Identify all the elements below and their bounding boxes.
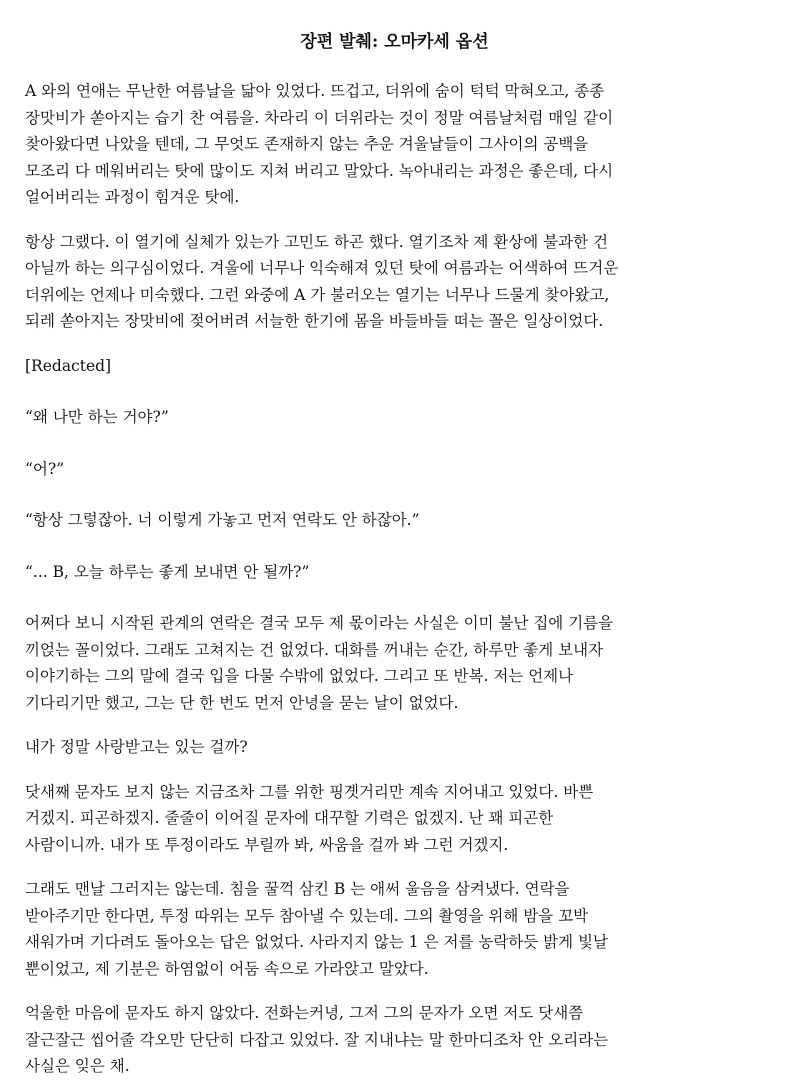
text-line: 아닐까 하는 의구심이었다. 겨울에 너무나 익숙해져 있던 탓에 여름과는 어색하여 뜨거운 xyxy=(25,259,619,277)
text-line: 더위에는 언제나 미숙했다. 그런 와중에 A 가 불러오는 열기는 너무나 드물게 찾아왔고, xyxy=(25,285,610,304)
paragraph-2 xyxy=(25,229,764,335)
paragraph-4 xyxy=(25,734,764,761)
text-line: 사실은 잊은 채. xyxy=(25,1057,130,1075)
paragraph-1 xyxy=(25,78,764,211)
text-line: 기다리기만 했고, 그는 단 한 번도 먼저 안녕을 묻는 날이 없었다. xyxy=(25,693,459,712)
text-line: 어쩌다 보니 시작된 관계의 연락은 결국 모두 제 몫이라는 사실은 이미 불난 집에 기름을 xyxy=(25,614,614,632)
text-line: 새워가며 기다려도 돌아오는 답은 없었다. 사라지지 않는 1 은 저를 농락하듯 밝게 빛날 xyxy=(25,933,608,951)
text-line: 내가 정말 사랑받고는 있는 걸까? xyxy=(25,738,248,756)
text-line: 받아주기만 한다면, 투정 따위는 모두 참아낼 수 있는데. 그의 촬영을 위해 밤을 꼬박 xyxy=(25,906,589,925)
paragraph-6 xyxy=(25,876,764,982)
paragraph-3 xyxy=(25,610,764,716)
text-line: 잘근잘근 씹어줄 각오만 단단히 다잡고 있었다. 잘 지내냐는 말 한마디조차 안 오리라는 xyxy=(25,1030,609,1049)
text-line: 항상 그랬다. 이 열기에 실체가 있는가 고민도 하곤 했다. 열기조차 제 환상에 불과한 건 xyxy=(25,232,608,251)
text-line: 거겠지. 피곤하겠지. 줄줄이 이어질 문자에 대꾸할 기력은 없겠지. 난 꽤 피곤한 xyxy=(25,809,554,827)
text-line: 되레 쏟아지는 장맛비에 젖어버려 서늘한 한기에 몸을 바들바들 떠는 꼴은 일상이었다. xyxy=(25,312,604,330)
text-line: 이야기하는 그의 말에 결국 입을 다물 수밖에 없었다. 그리고 또 반복. 저는 언제나 xyxy=(25,667,574,685)
text-line: 뿐이었고, 제 기분은 하염없이 어둠 속으로 가라앉고 말았다. xyxy=(25,959,429,978)
dialogue-line: “어?” xyxy=(25,459,65,478)
dialogue-line: “... B, 오늘 하루는 좋게 보내면 안 될까?” xyxy=(25,562,310,581)
dialogue-line: “항상 그렇잖아. 너 이렇게 가놓고 먼저 연락도 안 하잖아.” xyxy=(25,511,420,529)
paragraph-7 xyxy=(25,1000,764,1080)
text-line: 닷새째 문자도 보지 않는 지금조차 그를 위한 핑곗거리만 계속 지어내고 있었다. 바쁜 xyxy=(25,782,594,801)
text-line: 장맛비가 쏟아지는 습기 찬 여름을. 차라리 이 더위라는 것이 정말 여름날처럼 매일 같이 xyxy=(25,108,614,127)
document-title: 장편 발췌: 오마카세 옵션 xyxy=(300,32,489,52)
text-line: 억울한 마음에 문자도 하지 않았다. 전화는커녕, 그저 그의 문자가 오면 저도 닷새쯤 xyxy=(25,1004,584,1022)
text-line: 얼어버리는 과정이 힘겨운 탓에. xyxy=(25,188,240,206)
text-line: 사람이니까. 내가 또 투정이라도 부릴까 봐, 싸움을 걸까 봐 그런 거겠지. xyxy=(25,835,509,854)
text-line: 그래도 맨날 그러지는 않는데. 침을 꿀꺽 삼킨 B 는 애써 울음을 삼켜냈다. 연락을 xyxy=(25,880,570,898)
text-line: 찾아왔다면 나았을 텐데, 그 무엇도 존재하지 않는 추운 겨울날들이 그사이의 공백을 xyxy=(25,135,589,153)
paragraph-5 xyxy=(25,779,764,859)
text-line: 모조리 다 메워버리는 탓에 많이도 지쳐 버리고 말았다. 녹아내리는 과정은 좋은데, 다시 xyxy=(25,161,614,180)
text-line: 끼얹는 꼴이었다. 그래도 고쳐지는 건 없었다. 대화를 꺼내는 순간, 하루만 좋게 보내자 xyxy=(25,640,604,659)
text-line: A 와의 연애는 무난한 여름날을 닮아 있었다. 뜨겁고, 더위에 숨이 턱턱 막혀오고, 종종 xyxy=(25,82,605,100)
dialogue-line: “왜 나만 하는 거야?” xyxy=(25,408,169,426)
redacted-marker: [Redacted] xyxy=(25,356,112,375)
